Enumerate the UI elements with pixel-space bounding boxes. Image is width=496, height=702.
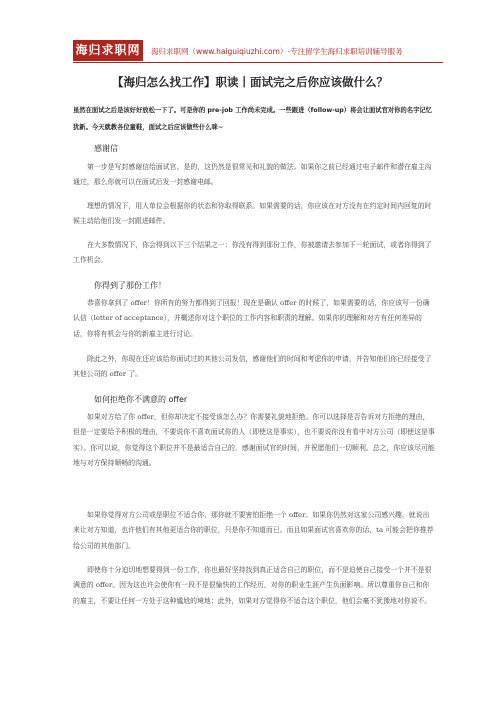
- article-intro: 虽然在面试之后是该好好放松一下了。可是你的 pre-job 工作尚未完成。一些跟进（follow-up）将会让面试官对你的名字记忆犹新。今天就教各位童鞋，面试之后应该做些什么咪~: [73, 107, 432, 131]
- paragraph-3: 在大多数情况下，你会得到以下三个结果之一：你没有得到那份工作，你被邀请去参加下一轮面试，或者你得到了工作机会。: [73, 241, 432, 265]
- section-heading-thank-you: 感谢信: [94, 144, 118, 153]
- paragraph-1: 第一步是写封感谢信给面试官。是的，这仍然是很常见和礼貌的做法。如果你之前已经通过电子邮件和潜在雇主沟通过，那么你就可以在面试后发一封感谢电邮。: [73, 163, 432, 187]
- site-logo: 海归求职网: [73, 40, 143, 61]
- paragraph-7: 如果你觉得对方公司或是职位不适合你，那你就不要害怕拒绝一个 offer。如果你仍然对这家公司感兴趣，就说出来让对方知道，也许他们有其他更适合你的职位，只是你不知道而已。而且如果面试官喜欢你的话，ta 可能会把你推荐给公司的其他部门。: [73, 511, 434, 550]
- paragraph-4: 恭喜你拿到了 offer！你所有的努力都得到了回报！现在是确认 offer 的时候了，如果需要的话，你应该写一份确认信（letter of acceptance），并概述你对这个职位的工作内容和职责的理解。如果你的理解和对方有任何差异的话，你将有机会与你的新雇主进行讨论。: [73, 299, 430, 338]
- paragraph-6: 如果对方给了你 offer，但你却决定不接受该怎么办？你需要礼貌地拒绝。你可以选择是否告诉对方拒绝的理由，但是一定要给予积极的理由，不要说你不喜欢面试你的人（即使这是事实），也不要说你没有看中对方公司（即使这是事实）。你可以说，你觉得这个职位并不是最适合自己的，感谢面试官的时间，并祝愿他们一切顺利。总之，你应该尽可能地与对方保持顺畅的沟通。: [73, 413, 435, 467]
- section-heading-decline-offer: 如何拒绝你不满意的 offer: [94, 395, 188, 404]
- site-tagline[interactable]: 海归求职网（www.haiguiqiuzhi.com）-专注留学生海归求职培训辅导服务: [151, 47, 403, 56]
- page-header: [73, 40, 443, 62]
- paragraph-5: 除此之外，你现在还应该给你面试过的其他公司发信，感谢他们的时间和考虑你的申请，并告知他们你已经接受了其他公司的 offer 了。: [73, 355, 432, 379]
- paragraph-8: 即使你十分迫切地想要得到一份工作，你也最好坚持找到真正适合自己的职位，而不是迫使自己接受一个并不是很满意的 offer。因为这也许会使你有一段不是很愉快的工作经历，对你的职业生涯产生负面影响。所以尊重你自己和你的雇主，不要让任何一方处于这种尴尬的境地；此外，如果对方觉得你不适合这个职位，他们会毫不犹豫地对你说不。: [73, 566, 432, 605]
- section-heading-got-job: 你得到了那份工作！: [94, 281, 166, 290]
- paragraph-2: 理想的情况下，用人单位会根据你的状态和你取得联系。如果需要的话，你应该在对方没有在约定时间内回复的时候主动给他们发一封跟进邮件。: [73, 202, 432, 226]
- header-divider: [73, 62, 443, 63]
- article-title: 【海归怎么找工作】职读丨面试完之后你应该做什么？: [112, 75, 388, 89]
